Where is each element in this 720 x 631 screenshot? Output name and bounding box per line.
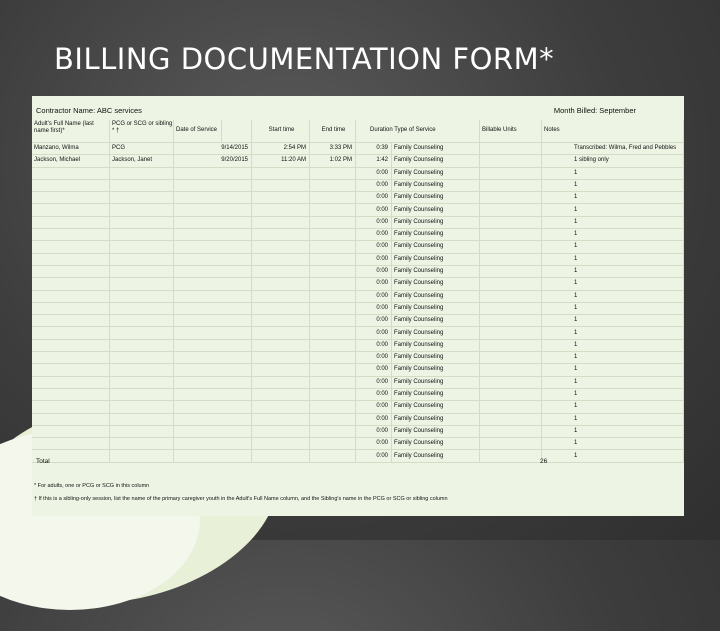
table-row xyxy=(32,413,684,426)
table-cell xyxy=(174,204,252,216)
table-cell xyxy=(174,413,252,425)
table-cell xyxy=(32,400,110,412)
table-cell xyxy=(32,327,110,339)
table-cell: 1 xyxy=(542,277,684,289)
month-billed: Month Billed: September xyxy=(553,106,636,115)
table-cell xyxy=(174,253,252,265)
table-cell xyxy=(174,376,252,388)
table-row xyxy=(32,179,684,192)
table-cell: Transcribed: Wilma, Fred and Pebbles xyxy=(542,142,684,154)
table-cell: 0:00 xyxy=(356,450,392,462)
header-cell: Adult's Full Name (last name first)* xyxy=(32,120,110,142)
table-cell xyxy=(110,167,174,179)
table-cell xyxy=(480,253,542,265)
table-cell: Family Counseling xyxy=(392,437,480,449)
table-cell xyxy=(480,154,542,166)
table-cell: Family Counseling xyxy=(392,339,480,351)
table-cell xyxy=(174,450,252,462)
table-cell: 1:42 xyxy=(356,154,392,166)
table-cell xyxy=(480,314,542,326)
table-cell xyxy=(174,437,252,449)
table-cell xyxy=(252,376,310,388)
table-cell: 0:00 xyxy=(356,277,392,289)
table-row xyxy=(32,228,684,241)
table-cell xyxy=(310,339,356,351)
table-cell xyxy=(480,204,542,216)
table-row xyxy=(32,204,684,217)
footnote-sibling: † If this is a sibling-only session, list the name of the primary caregiver youth in the Adult's Full Name column, and the Sibling's name in the PCG or SCG or sibling column xyxy=(34,496,448,502)
table-cell xyxy=(310,253,356,265)
table-cell: Family Counseling xyxy=(392,167,480,179)
total-value: 26 xyxy=(540,458,548,465)
table-cell: Family Counseling xyxy=(392,142,480,154)
table-cell: Family Counseling xyxy=(392,290,480,302)
table-cell: Family Counseling xyxy=(392,376,480,388)
table-cell: 1 xyxy=(542,314,684,326)
table-cell xyxy=(32,216,110,228)
table-cell xyxy=(252,413,310,425)
table-cell: 1 xyxy=(542,437,684,449)
table-cell xyxy=(480,351,542,363)
table-cell xyxy=(32,277,110,289)
table-row xyxy=(32,142,684,155)
table-cell xyxy=(310,413,356,425)
table-cell: 0:00 xyxy=(356,425,392,437)
table-cell: PCG xyxy=(110,142,174,154)
table-row xyxy=(32,327,684,340)
table-cell xyxy=(310,376,356,388)
table-cell xyxy=(480,450,542,462)
table-cell: Manzano, Wilma xyxy=(32,142,110,154)
table-cell xyxy=(110,216,174,228)
table-cell xyxy=(174,314,252,326)
table-cell xyxy=(110,179,174,191)
table-cell xyxy=(480,228,542,240)
table-cell: Family Counseling xyxy=(392,154,480,166)
table-cell xyxy=(252,400,310,412)
table-cell xyxy=(480,339,542,351)
table-row xyxy=(32,167,684,180)
table-cell xyxy=(174,388,252,400)
table-cell xyxy=(310,314,356,326)
table-cell xyxy=(174,400,252,412)
table-cell xyxy=(310,191,356,203)
table-cell xyxy=(110,425,174,437)
table-cell xyxy=(110,228,174,240)
table-cell xyxy=(252,216,310,228)
table-row xyxy=(32,363,684,376)
table-cell: 0:00 xyxy=(356,302,392,314)
table-cell xyxy=(32,179,110,191)
table-cell xyxy=(110,290,174,302)
header-cell xyxy=(222,120,252,142)
table-cell xyxy=(32,167,110,179)
table-cell: 1 xyxy=(542,425,684,437)
table-cell: 1 xyxy=(542,388,684,400)
table-cell: 1 xyxy=(542,339,684,351)
table-row xyxy=(32,376,684,389)
table-cell: 1 xyxy=(542,216,684,228)
table-cell xyxy=(310,277,356,289)
table-cell xyxy=(174,339,252,351)
table-cell xyxy=(252,425,310,437)
table-cell: 0:00 xyxy=(356,327,392,339)
table-cell: 0:00 xyxy=(356,290,392,302)
header-cell: PCG or SCG or sibling * † xyxy=(110,120,174,142)
header-cell: Date of Service xyxy=(174,120,222,142)
table-cell: 1 xyxy=(542,228,684,240)
billing-form-document xyxy=(32,96,684,516)
table-cell xyxy=(32,388,110,400)
table-cell: Family Counseling xyxy=(392,253,480,265)
table-cell: 0:00 xyxy=(356,339,392,351)
table-cell xyxy=(174,277,252,289)
table-cell: 1 xyxy=(542,265,684,277)
table-row xyxy=(32,191,684,204)
table-cell xyxy=(310,327,356,339)
table-cell xyxy=(174,228,252,240)
table-cell xyxy=(480,290,542,302)
table-cell xyxy=(174,425,252,437)
table-cell: 1 xyxy=(542,400,684,412)
table-cell: Family Counseling xyxy=(392,388,480,400)
table-cell: 2:54 PM xyxy=(252,142,310,154)
table-cell: 0:00 xyxy=(356,191,392,203)
table-cell: 0:00 xyxy=(356,216,392,228)
table-cell: 1 sibling only xyxy=(542,154,684,166)
table-cell: Family Counseling xyxy=(392,363,480,375)
table-cell xyxy=(110,253,174,265)
table-cell xyxy=(110,363,174,375)
table-cell: 1 xyxy=(542,191,684,203)
table-cell xyxy=(252,167,310,179)
table-cell xyxy=(480,437,542,449)
table-cell xyxy=(252,388,310,400)
table-cell: Family Counseling xyxy=(392,228,480,240)
table-cell xyxy=(310,240,356,252)
table-row xyxy=(32,154,684,167)
table-cell xyxy=(174,265,252,277)
table-cell: 0:39 xyxy=(356,142,392,154)
table-cell xyxy=(32,339,110,351)
table-cell xyxy=(252,450,310,462)
table-cell xyxy=(310,302,356,314)
table-cell xyxy=(480,302,542,314)
table-row xyxy=(32,425,684,438)
table-cell: Family Counseling xyxy=(392,351,480,363)
table-cell xyxy=(480,142,542,154)
table-cell xyxy=(110,388,174,400)
table-cell: 0:00 xyxy=(356,253,392,265)
table-cell xyxy=(174,290,252,302)
header-cell: Start time xyxy=(252,120,310,142)
table-cell xyxy=(110,302,174,314)
table-cell xyxy=(110,376,174,388)
table-cell: 1 xyxy=(542,167,684,179)
table-cell xyxy=(310,450,356,462)
table-cell xyxy=(110,400,174,412)
table-cell: 0:00 xyxy=(356,167,392,179)
table-row xyxy=(32,216,684,229)
table-cell xyxy=(252,363,310,375)
table-cell xyxy=(480,376,542,388)
table-cell: Jackson, Michael xyxy=(32,154,110,166)
table-cell xyxy=(310,265,356,277)
table-cell: 0:00 xyxy=(356,314,392,326)
table-cell xyxy=(32,253,110,265)
contractor-name: Contractor Name: ABC services xyxy=(36,106,142,115)
table-cell xyxy=(174,216,252,228)
table-row xyxy=(32,314,684,327)
table-cell xyxy=(32,265,110,277)
table-row xyxy=(32,253,684,266)
table-cell xyxy=(310,216,356,228)
table-cell xyxy=(32,363,110,375)
table-cell xyxy=(110,327,174,339)
table-cell xyxy=(174,240,252,252)
table-cell: 0:00 xyxy=(356,179,392,191)
table-cell: Family Counseling xyxy=(392,425,480,437)
table-cell xyxy=(110,240,174,252)
table-cell: 1 xyxy=(542,240,684,252)
table-cell xyxy=(310,228,356,240)
table-cell xyxy=(252,204,310,216)
table-cell xyxy=(480,191,542,203)
table-cell xyxy=(252,437,310,449)
table-cell xyxy=(480,363,542,375)
header-cell: Billable Units xyxy=(480,120,542,142)
table-cell: Family Counseling xyxy=(392,277,480,289)
table-row xyxy=(32,400,684,413)
table-row xyxy=(32,339,684,352)
table-cell: 3:33 PM xyxy=(310,142,356,154)
table-cell: 0:00 xyxy=(356,400,392,412)
table-row xyxy=(32,265,684,278)
table-cell xyxy=(110,265,174,277)
table-cell xyxy=(110,413,174,425)
table-cell: 11:20 AM xyxy=(252,154,310,166)
table-row xyxy=(32,450,684,463)
table-cell: Family Counseling xyxy=(392,216,480,228)
table-cell xyxy=(310,425,356,437)
table-cell xyxy=(110,314,174,326)
table-cell xyxy=(252,265,310,277)
table-cell xyxy=(174,191,252,203)
table-cell: 0:00 xyxy=(356,363,392,375)
table-cell xyxy=(252,302,310,314)
table-row xyxy=(32,388,684,401)
table-cell xyxy=(32,413,110,425)
table-cell xyxy=(252,314,310,326)
table-row xyxy=(32,240,684,253)
table-cell xyxy=(32,302,110,314)
table-cell xyxy=(32,314,110,326)
table-cell: 1 xyxy=(542,302,684,314)
table-cell xyxy=(174,351,252,363)
table-cell xyxy=(310,179,356,191)
table-row xyxy=(32,351,684,364)
table-cell xyxy=(480,216,542,228)
table-row xyxy=(32,277,684,290)
table-cell xyxy=(310,388,356,400)
table-cell: 9/14/2015 xyxy=(174,142,252,154)
table-cell xyxy=(310,400,356,412)
table-cell: 1 xyxy=(542,327,684,339)
table-cell: Family Counseling xyxy=(392,240,480,252)
table-cell xyxy=(480,277,542,289)
table-cell: Family Counseling xyxy=(392,314,480,326)
table-cell: Family Counseling xyxy=(392,400,480,412)
table-cell: Jackson, Janet xyxy=(110,154,174,166)
table-cell xyxy=(480,413,542,425)
table-cell: Family Counseling xyxy=(392,265,480,277)
table-cell: 1 xyxy=(542,204,684,216)
table-cell xyxy=(480,388,542,400)
table-cell: 0:00 xyxy=(356,240,392,252)
table-cell xyxy=(252,351,310,363)
table-cell xyxy=(32,376,110,388)
table-cell xyxy=(110,339,174,351)
total-label: Total xyxy=(36,458,50,465)
table-cell: 9/20/2015 xyxy=(174,154,252,166)
table-cell xyxy=(32,290,110,302)
table-cell: 1 xyxy=(542,179,684,191)
table-cell xyxy=(110,450,174,462)
table-cell xyxy=(174,167,252,179)
table-header-row xyxy=(32,120,684,143)
table-cell xyxy=(310,204,356,216)
table-cell xyxy=(252,327,310,339)
table-cell xyxy=(252,228,310,240)
table-cell xyxy=(32,351,110,363)
table-cell: 0:00 xyxy=(356,351,392,363)
header-cell: Notes xyxy=(542,120,684,142)
table-cell xyxy=(110,437,174,449)
table-cell xyxy=(32,191,110,203)
table-cell xyxy=(174,327,252,339)
table-cell: 1 xyxy=(542,376,684,388)
table-cell xyxy=(480,265,542,277)
table-cell xyxy=(110,351,174,363)
table-cell: 0:00 xyxy=(356,388,392,400)
table-cell: Family Counseling xyxy=(392,413,480,425)
table-cell: Family Counseling xyxy=(392,179,480,191)
table-row xyxy=(32,302,684,315)
table-cell xyxy=(480,425,542,437)
table-cell: 1 xyxy=(542,290,684,302)
table-cell xyxy=(480,240,542,252)
table-cell: 0:00 xyxy=(356,376,392,388)
table-cell: Family Counseling xyxy=(392,191,480,203)
table-cell xyxy=(310,363,356,375)
table-cell xyxy=(252,339,310,351)
header-cell: Duration Type of Service xyxy=(356,120,480,142)
table-cell: 0:00 xyxy=(356,437,392,449)
table-cell xyxy=(310,290,356,302)
table-cell: 1 xyxy=(542,413,684,425)
table-cell: 0:00 xyxy=(356,228,392,240)
table-cell: 1 xyxy=(542,363,684,375)
table-cell xyxy=(310,351,356,363)
table-cell xyxy=(310,167,356,179)
table-cell xyxy=(110,204,174,216)
table-cell xyxy=(252,277,310,289)
table-cell: Family Counseling xyxy=(392,450,480,462)
header-cell: End time xyxy=(310,120,356,142)
table-row xyxy=(32,290,684,303)
table-cell xyxy=(252,290,310,302)
table-cell: 1 xyxy=(542,351,684,363)
table-cell xyxy=(252,253,310,265)
table-cell xyxy=(480,400,542,412)
table-cell: 0:00 xyxy=(356,265,392,277)
table-cell: 0:00 xyxy=(356,413,392,425)
table-cell xyxy=(32,240,110,252)
table-cell xyxy=(174,302,252,314)
table-cell xyxy=(110,277,174,289)
slide-title: BILLING DOCUMENTATION FORM* xyxy=(54,42,555,76)
table-cell: 1 xyxy=(542,253,684,265)
table-cell xyxy=(32,425,110,437)
table-cell xyxy=(252,191,310,203)
table-cell xyxy=(252,179,310,191)
table-cell xyxy=(480,179,542,191)
table-cell: 1 xyxy=(542,450,684,462)
table-cell xyxy=(174,363,252,375)
table-cell: Family Counseling xyxy=(392,302,480,314)
table-row xyxy=(32,437,684,450)
table-cell: 0:00 xyxy=(356,204,392,216)
table-cell xyxy=(32,204,110,216)
table-cell xyxy=(32,228,110,240)
footnote-adults: * For adults, one or PCG or SCG in this column xyxy=(34,483,150,489)
table-cell xyxy=(480,167,542,179)
table-cell xyxy=(174,179,252,191)
table-cell xyxy=(480,327,542,339)
table-cell xyxy=(252,240,310,252)
table-cell: Family Counseling xyxy=(392,204,480,216)
table-cell xyxy=(32,437,110,449)
table-cell xyxy=(110,191,174,203)
table-cell xyxy=(310,437,356,449)
table-cell: Family Counseling xyxy=(392,327,480,339)
table-cell: 1:02 PM xyxy=(310,154,356,166)
